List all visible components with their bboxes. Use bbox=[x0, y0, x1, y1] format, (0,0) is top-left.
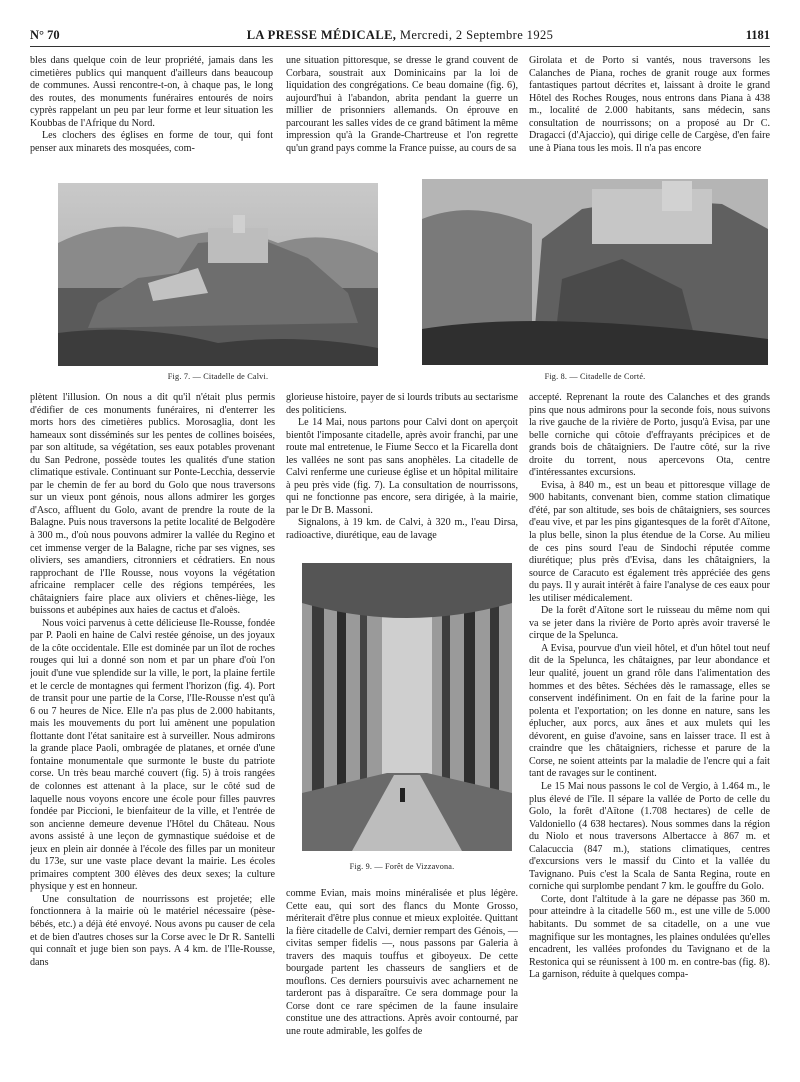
paragraph: Nous voici parvenus à cette délicieuse Ile-Rousse, fondée par P. Paoli en haine de Calvi restée génoise, un des joyaux de la côte occidentale. Elle est dominée par un îlot de roches rouges qui lui a donné son nom et par un phare d'où l'on jouit d'une vue splendide sur la ville, le port, la plaine fertile et le cercle de montagnes qui ferment l'horizon (fig. 4). Port de transit pour une partie de la Corse, l'Ile-Rousse n'est qu'à 6 ou 7 heures de Nice. Elle n'a pas plus de 2.000 habitants, mais les mouvements du port lui amènent une population flottante dont l'état sanitaire est à surveiller. Nous admirons la grande place Paoli, ombragée de platanes, et ornée d'une fontaine monumentale que surmonte le buste du patriote corse. Un très beau marché couvert (fig. 5) à trois rangées de colonnes est attenant à la place, sur le côté sud de laquelle nous voyons encore une école pour filles pauvres fondée par Piccioni, le bienfaiteur de la ville, et l'entrée de son ancienne demeure devenue l'Hôtel du Château. Nous avons assisté à une leçon de gymnastique suédoise et de jeux en plein air donnée à l'école des filles par un moniteur du 173e, sur une vaste place devant la mairie. Les écoles primaires comptent 300 élèves des deux sexes; la culture physique y est en honneur. bbox=[30, 617, 275, 893]
bottom-column-3 bbox=[529, 392, 770, 1072]
top-column-1 bbox=[30, 55, 273, 167]
citadel-calvi-image bbox=[58, 183, 378, 366]
paragraph: Corte, dont l'altitude à la gare ne dépasse pas 360 m. pour atteindre à la citadelle 560 m., est une ville de 5.000 habitants. Du sommet de sa citadelle, on a une vue magnifique sur les montagnes, les plaines ondulées qu'elles encadrent, les vallées profondes du Tavignano et de la Restonica qui se réunissent à 100 m. en contre-bas (fig. 8). La garnison, réduite à quelques compa- bbox=[529, 893, 770, 981]
issue-date: Mercredi, 2 Septembre 1925 bbox=[399, 28, 554, 42]
paragraph: Girolata et de Porto si vantés, nous traversons les Calanches de Piana, roches de granit rouge aux formes fantastiques partout décrites et, laissant à droite le grand Hôtel des Roches Rouges, nous entrons dans Piana à 438 m., localité de 2.000 habitants, sans médecin, sans consultation de nourrissons; on a proposé au Dr C. Dragacci (d'Ajaccio), qui dirige celle de Cargèse, d'en faire une à Piana tous les mois. Il n'a pas encore bbox=[529, 55, 770, 154]
paragraph: comme Evian, mais moins minéralisée et plus légère. Cette eau, qui sort des flancs du Monte Grosso, mériterait d'être plus connue et mieux exploitée. Quittant la fière citadelle de Calvi, dernier rempart des Génois, — civitas semper fidelis —, nous passons par Galeria à travers des maquis touffus et giboyeux. De cette bourgade partent les chasseurs de sangliers et de mouflons. Ces derniers poursuivis avec acharnement ne tarderont pas à disparaître. Ce sera dommage pour la Corse dont ce rare spécimen de la faune insulaire constitue une des attractions. Après avoir contourné, par une route admirable, les golfes de bbox=[286, 888, 518, 1038]
paragraph: glorieuse histoire, payer de si lourds tributs au sectarisme des politiciens. bbox=[286, 392, 518, 416]
paragraph: Evisa, à 840 m., est un beau et pittoresque village de 900 habitants, convenant bien, comme station climatique d'été, par son altitude, ses bois de châtaigniers, ses sources d'eau vive, et par les pins gigantesques de la forêt d'Aïtone, la plus belle, sinon la plus étendue de la Corse. Au milieu de ces pins sourd l'eau de Sindochi réputée comme diurétique; plus près d'Evisa, dans les châtaigniers, la source de Caracuto est également très appréciée des gens du pays. Il y aurait intérêt à faire l'analyse de ces eaux pour les utiliser médicalement. bbox=[529, 479, 770, 604]
figure-8-photo bbox=[422, 179, 768, 365]
figure-9-photo bbox=[302, 563, 512, 851]
paragraph: Les clochers des églises en forme de tour, qui font penser aux minarets des mosquées, com- bbox=[30, 130, 273, 154]
figure-9-caption: Fig. 9. — Forêt de Vizzavona. bbox=[349, 862, 455, 871]
figure-7-photo bbox=[58, 183, 378, 366]
top-column-2 bbox=[286, 55, 518, 167]
paragraph: Le 14 Mai, nous partons pour Calvi dont on aperçoit bientôt l'imposante citadelle, après avoir franchi, par une route mal entretenue, le Fiume Secco et la Ficarella dont les vallées ne sont pas sans anophèles. La citadelle de Calvi renferme une curieuse église et un hôpital militaire à peu près vide (fig. 7). La consultation de nourrissons, qui ne fonctionne pas encore, sera dirigée, à la mairie, par le Dr B. Massoni. bbox=[286, 417, 518, 516]
paragraph: bles dans quelque coin de leur propriété, jamais dans les cimetières publics qui manquent d'ailleurs dans beaucoup de communes. Aussi rencontre-t-on, à chaque pas, le long des routes, des monuments funéraires entourés de noirs cyprès rappelant un peu par leur forme et leur situation les Koubbas de l'Afrique du Nord. bbox=[30, 55, 273, 129]
issue-number: N° 70 bbox=[30, 28, 60, 42]
paragraph: Le 15 Mai nous passons le col de Vergio, à 1.464 m., le plus élevé de l'île. Il sépare la vallée de Porto de celle du Golo, la forêt d'Aïtone (1.708 hectares) de celle de Valdoniello (4 638 hectares). Nous sommes dans la région du Niolo et nous traversons Albertacce à 867 m. et Calacuccia (847 m.), stations climatiques, centres d'excursions vers le massif du Cinto et la vallée du Tavignano. Puis c'est la Scala de Santa Regina, route en corniche qui surplombe pendant 7 km. le gouffre du Golo. bbox=[529, 780, 770, 893]
journal-title-line bbox=[30, 28, 770, 43]
paragraph: accepté. Reprenant la route des Calanches et des grands pins que nous admirons pour la seconde fois, nous suivons la rive gauche de la rivière de Porto, jusqu'à Evisa, par une belle corniche qui côtoie d'effrayants précipices et de grands bois de châtaigniers. De l'autre côté, sur la rive droite du torrent, nous apercevons Ota, centre d'intéressantes excursions. bbox=[529, 392, 770, 479]
figure-8-caption: Fig. 8. — Citadelle de Corté. bbox=[544, 372, 646, 381]
bottom-column-2-top bbox=[286, 392, 518, 562]
paragraph: une situation pittoresque, se dresse le grand couvent de Corbara, soustrait aux Dominicains par la loi de liquidation des congrégations. Ce beau domaine (fig. 6), aujourd'hui à l'abandon, abrita pendant la guerre un millier de prisonniers allemands. On éprouve en parcourant les salles vides de ce grand bâtiment la même impression qu'à la Grande-Chartreuse et l'on regrette qu'un grand pays comme la France puisse, au cours de sa bbox=[286, 55, 518, 154]
forest-vizzavona-image bbox=[302, 563, 512, 851]
top-column-3 bbox=[529, 55, 770, 167]
journal-title: LA PRESSE MÉDICALE, bbox=[246, 28, 397, 42]
paragraph: Signalons, à 19 km. de Calvi, à 320 m., l'eau Dirsa, radioactive, diurétique, eau de lavage bbox=[286, 517, 518, 542]
figure-7-caption: Fig. 7. — Citadelle de Calvi. bbox=[167, 372, 269, 381]
paragraph: A Evisa, pourvue d'un vieil hôtel, et d'un hôtel tout neuf dit de la Spelunca, les châtaignes, par leur abondance et leur qualité, jouent un grand rôle dans l'alimentation des hommes et des bêtes. Séchées dès le ramassage, elles se conservent indéfiniment. On en fait de la farine pour la polenta et l'exportation; on les donne en nature, sans les éplucher, aux porcs, aux ânes et aux mulets qui les dévorent, en guise d'avoine, sans en laisser trace. Il est à craindre que les châtaigniers, richesse et parure de la Corse, ne soient atteints par la maladie de l'encre qui a fait tant de ravages sur le continent. bbox=[529, 642, 770, 780]
paragraph: Une consultation de nourrissons est projetée; elle fonctionnera à la mairie où le matériel nécessaire (pèse-bébés, etc.) a déjà été envoyé. Nous avons pu causer de cela et de bien d'autres choses sur la Corse avec le Dr R. Santelli qui connaît et juge bien son pays. A 4 km. de l'Ile-Rousse, dans bbox=[30, 893, 275, 968]
running-header bbox=[30, 26, 770, 47]
paragraph: plètent l'illusion. On nous a dit qu'il n'était plus permis d'édifier de ces monuments funéraires, ni d'enterrer les morts hors des cimetières publics. Morosaglia, dont les hameaux sont disséminés sur les pentes de collines boisées, par son altitude, sa végétation, ses eaux potables provenant du San Pedrone, possède toutes les qualités d'une station climatique estivale. Continuant sur Ponte-Lecchia, desservie par le chemin de fer au bord du Golo que nous traversons sur un vieux pont génois, nous allons admirer les gorges d'Asco, affluent du Golo, avant de prendre la route de la Balagne. Puis nous traversons la petite localité de Belgodère à 300 m., d'où nous pouvons admirer la vallée du Regino et cet immense verger de la Balagne, riche par ses vignes, ses oliviers, ses amandiers, citronniers et cédratiers. En nous rapprochant de l'Ile Rousse, nous voyons la végétation africaine remplacer celle des régions tempérées, les châtaigniers faire place aux oliviers et chênes-liège, les buissons et aubépines aux haies de cactus et d'aloès. bbox=[30, 392, 275, 617]
bottom-column-1 bbox=[30, 392, 275, 1072]
bottom-column-2-bottom bbox=[286, 888, 518, 1074]
citadel-corte-image bbox=[422, 179, 768, 365]
page-number: 1181 bbox=[745, 28, 770, 42]
paragraph: De la forêt d'Aïtone sort le ruisseau du même nom qui va se jeter dans la rivière de Porto après avoir traversé le cirque de la Spelunca. bbox=[529, 605, 770, 642]
